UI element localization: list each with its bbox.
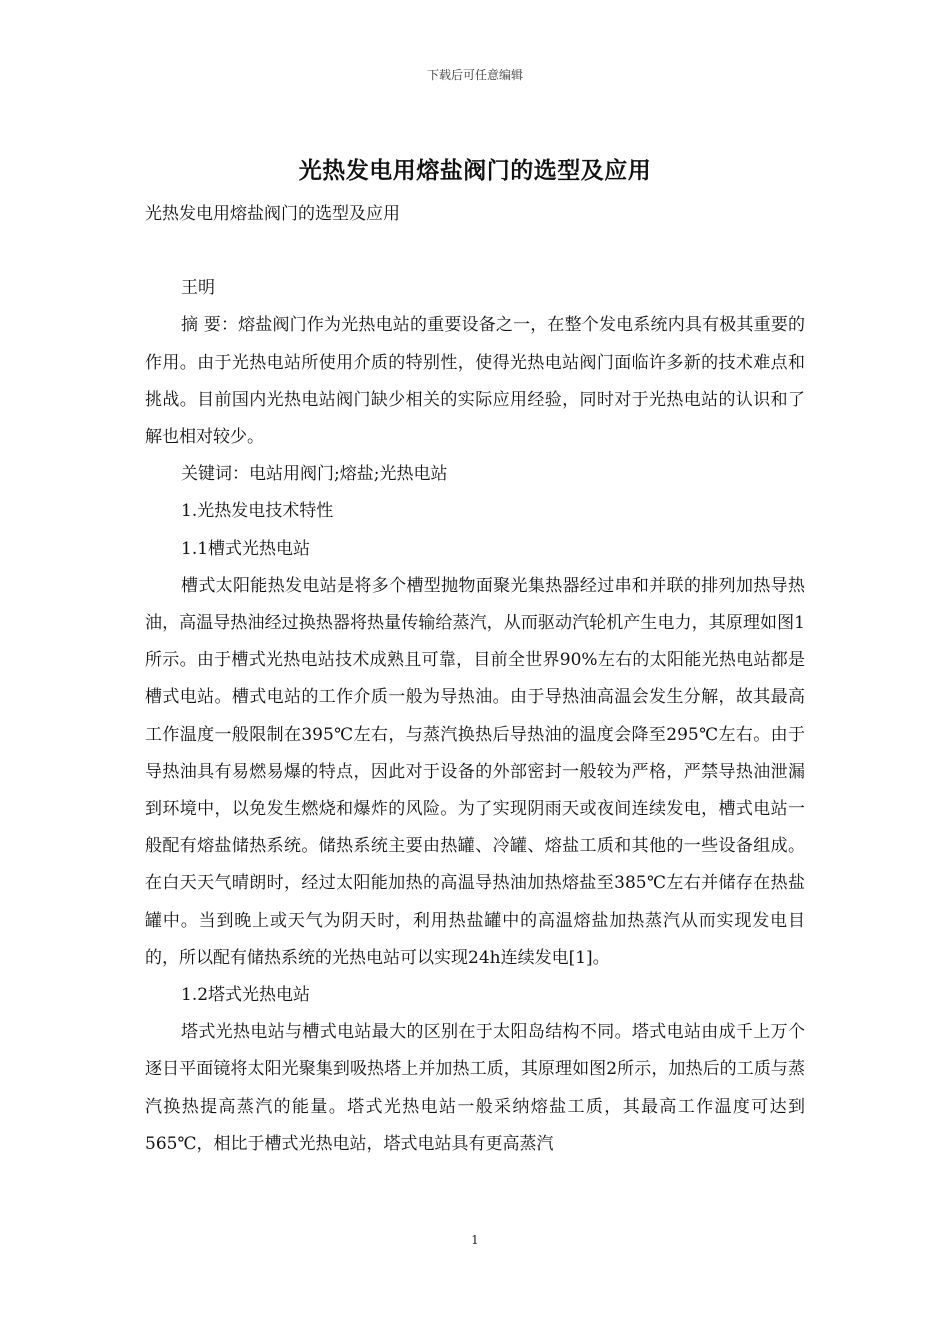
document-subtitle: 光热发电用熔盐阀门的选型及应用 <box>145 204 400 224</box>
section-heading-1-2: 1.2塔式光热电站 <box>181 985 311 1006</box>
author-name: 王明 <box>181 278 215 299</box>
abstract-paragraph: 摘 要：熔盐阀门作为光热电站的重要设备之一，在整个发电系统内具有极其重要的作用。由于光热电站所使用介质的特别性，使得光热电站阀门面临许多新的技术难点和挑战。目前国内光热电站阀门缺少相关的实际应用经验，同时对于光热电站的认识和了解也相对较少。 <box>145 315 805 448</box>
header-note: 下载后可任意编辑 <box>426 68 523 82</box>
section-heading-1-1: 1.1槽式光热电站 <box>181 538 311 559</box>
keywords-line: 关键词：电站用阀门;熔盐;光热电站 <box>181 464 448 485</box>
paragraph-1-2: 塔式光热电站与槽式电站最大的区别在于太阳岛结构不同。塔式电站由成千上万个逐日平面镜将太阳光聚集到吸热塔上并加热工质，其原理如图2所示，加热后的工质与蒸汽换热提高蒸汽的能量。塔式光热电站一般采纳熔盐工质，其最高工作温度可达到565℃，相比于槽式光热电站，塔式电站具有更高蒸汽 <box>145 1022 805 1154</box>
page-number: 1 <box>471 1233 479 1247</box>
section-heading-1: 1.光热发电技术特性 <box>181 501 334 522</box>
paragraph-1-1: 槽式太阳能热发电站是将多个槽型抛物面聚光集热器经过串和并联的排列加热导热油，高温导热油经过换热器将热量传输给蒸汽，从而驱动汽轮机产生电力，其原理如图1所示。由于槽式光热电站技术成熟且可靠，目前全世界90%左右的太阳能光热电站都是槽式电站。槽式电站的工作介质一般为导热油。由于导热油高温会发生分解，故其最高工作温度一般限制在395℃左右，与蒸汽换热后导热油的温度会降至295℃左右。由于导热油具有易燃易爆的特点，因此对于设备的外部密封一般较为严格，严禁导热油泄漏到环境中，以免发生燃烧和爆炸的风险。为了实现阴雨天或夜间连续发电，槽式电站一般配有熔盐储热系统。储热系统主要由热罐、冷罐、熔盐工质和其他的一些设备组成。在白天天气晴朗时，经过太阳能加热的高温导热油加热熔盐至385℃左右并储存在热盐罐中。当到晚上或天气为阴天时，利用热盐罐中的高温熔盐加热蒸汽从而实现发电目的，所以配有储热系统的光热电站可以实现24h连续发电[1]。 <box>145 575 805 968</box>
document-body <box>145 196 805 1163</box>
document-title: 光热发电用熔盐阀门的选型及应用 <box>298 157 652 184</box>
